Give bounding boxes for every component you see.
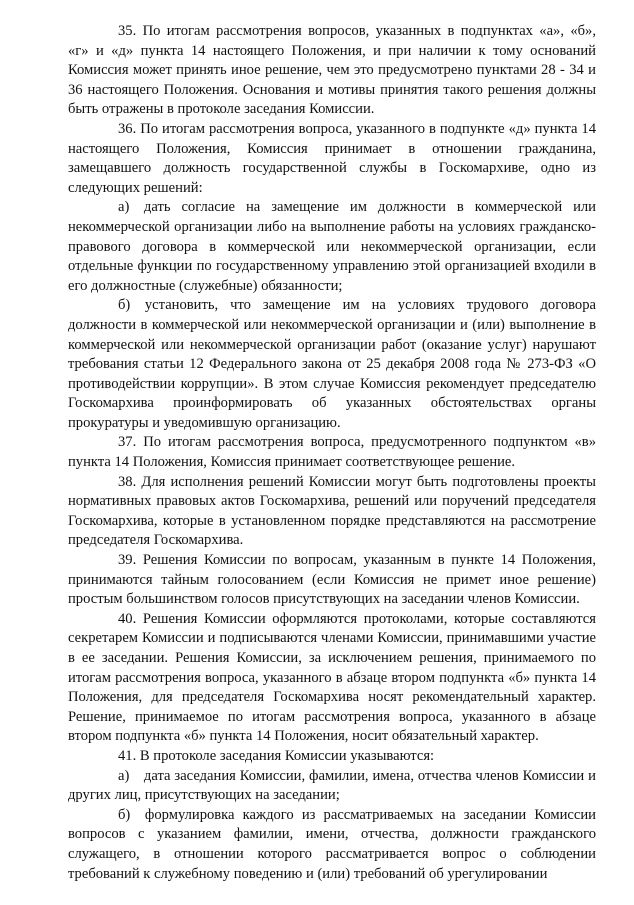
paragraph-36-item-b: б) установить, что замещение им на условиях трудового договора должности в коммерческой или некоммерческой организации и (или) выполнение в коммерческой или некоммерческой организации работ (оказание услуг) нарушают требования статьи 12 Федерального закона от 25 декабря 2008 года № 273-ФЗ «О противодействии коррупции». В этом случае Комиссия рекомендует председателю Госкомархива проинформировать об указанных обстоятельствах органы прокуратуры и уведомившую организацию. <box>68 297 596 431</box>
paragraph-41-item-b: б) формулировка каждого из рассматриваемых на заседании Комиссии вопросов с указанием фамилии, имени, отчества, должности гражданского служащего, в отношении которого рассматривается вопрос о соблюдении требований к служебному поведению и (или) требований об урегулировании <box>68 806 596 882</box>
paragraph-41: 41. В протоколе заседания Комиссии указываются: <box>118 747 435 764</box>
paragraph-39: 39. Решения Комиссии по вопросам, указанным в пункте 14 Положения, принимаются тайным голосованием (если Комиссия не примет иное решение) простым большинством голосов присутствующих на заседании членов Комиссии. <box>68 552 596 608</box>
paragraph-36-item-a: а) дать согласие на замещение им должности в коммерческой или некоммерческой организации либо на выполнение работы на условиях гражданско-правового договора в коммерческой или некоммерческой организации, если отдельные функции по государственному управлению этой организацией входили в его должностные (служебные) обязанности; <box>68 199 596 294</box>
paragraph-41-item-a: а) дата заседания Комиссии, фамилии, имена, отчества членов Комиссии и других лиц, присутствующих на заседании; <box>68 767 596 804</box>
paragraph-35: 35. По итогам рассмотрения вопросов, указанных в подпунктах «а», «б», «г» и «д» пункта 14 настоящего Положения, и при наличии к тому оснований Комиссия может принять иное решение, чем это предусмотрено пунктами 28 - 34 и 36 настоящего Положения. Основания и мотивы принятия такого решения должны быть отражены в протоколе заседания Комиссии. <box>68 23 596 118</box>
paragraph-40: 40. Решения Комиссии оформляются протоколами, которые составляются секретарем Комиссии и подписываются членами Комиссии, принимавшими участие в ее заседании. Решения Комиссии, за исключением решения, принимаемого по итогам рассмотрения вопроса, указанного в абзаце втором подпункта «б» пункта 14 Положения, для председателя Госкомархива носят рекомендательный характер. Решение, принимаемое по итогам рассмотрения вопроса, указанного в абзаце втором подпункта «б» пункта 14 Положения, носит обязательный характер. <box>68 610 596 745</box>
paragraph-37: 37. По итогам рассмотрения вопроса, предусмотренного подпунктом «в» пункта 14 Положения, Комиссия принимает соответствующее решение. <box>68 434 596 471</box>
paragraph-36: 36. По итогам рассмотрения вопроса, указанного в подпункте «д» пункта 14 настоящего Положения, Комиссия принимает в отношении гражданина, замещавшего должность государственной службы в Госкомархиве, одно из следующих решений: <box>68 120 596 196</box>
paragraph-38: 38. Для исполнения решений Комиссии могут быть подготовлены проекты нормативных правовых актов Госкомархива, решений или поручений председателя Госкомархива, которые в установленном порядке представляются на рассмотрение председателя Госкомархива. <box>68 473 596 549</box>
